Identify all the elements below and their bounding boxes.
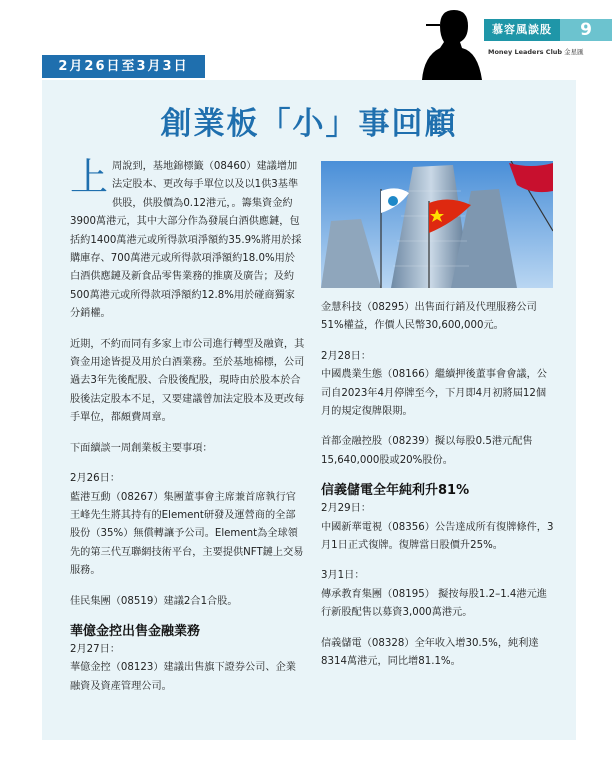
column-name-badge: 慕容風談股: [484, 19, 560, 41]
news-date: 2月28日：: [321, 350, 372, 362]
news-item: [321, 433, 555, 470]
intro-paragraph-3: 下面續談一周創業板主要事項：: [70, 442, 213, 454]
news-text: 中國新華電視（08356）公告達成所有復牌條件，3月1日正式復牌。復牌當日股價升25%。: [321, 521, 554, 552]
article-right-column: [321, 299, 555, 684]
news-text: 藍港互動（08267）集團董事會主席兼首席執行官王峰先生將其持有的Element研發及運營商的全部股份（35%）無償轉讓予公司。Element為全球領先的第三代互聯網技術平台，主要提供NFT鏈上交易服務。: [70, 491, 304, 577]
columnist-silhouette-image: [418, 4, 484, 80]
news-text: 中國農業生態（08166）繼續押後董事會會議，公司自2023年4月停牌至今，下月即4月初將屆12個月的規定復牌限期。: [321, 369, 547, 418]
article-left-column: [70, 155, 305, 708]
date-range-banner: 2月26日至3月3日: [42, 55, 205, 78]
news-text: 信義儲電（08328）全年收入增30.5%，純利達8314萬港元，同比增81.1%。: [321, 637, 539, 668]
drop-cap: 上: [70, 155, 109, 199]
intro-paragraph-2: 近期，不約而同有多家上市公司進行轉型及融資，其資金用途皆提及用於白酒業務。至於基地棉標，公司過去3年先後配股、合股後配股，現時由於股本於合股後法定股本不足，又要建議曾加法定股本及更改每手單位，都頗費周章。: [70, 338, 305, 424]
skyscraper-flags-photo: [321, 161, 553, 288]
news-text: 華億金控（08123）建議出售旗下證券公司、企業融資及資產管理公司。: [70, 662, 296, 692]
news-item: [321, 348, 555, 422]
news-item: [321, 635, 555, 672]
intro-paragraph-1: [70, 155, 305, 324]
news-text: 金慧科技（08295）出售面行銷及代理服務公司51%權益，作價人民幣30,600,000元。: [321, 302, 537, 332]
news-item: [321, 482, 555, 555]
news-text: 佳民集團（08519）建議2合1合股。: [70, 595, 238, 607]
page-number: 9: [560, 19, 612, 41]
news-date: 2月27日：: [70, 643, 121, 655]
news-item: [70, 623, 305, 696]
news-date: 2月29日：: [321, 503, 372, 515]
news-text: 首都金融控股（08239）擬以每股0.5港元配售15,640,000股或20%股份。: [321, 436, 533, 466]
club-name: [488, 47, 584, 56]
news-heading: 華億金控出售金融業務: [70, 623, 201, 639]
news-item: [70, 593, 305, 611]
article-title: 創業板「小」事回顧: [160, 106, 458, 142]
intro-paragraph-1-text: 周說到，基地錦標籤（08460）建議增加法定股本、更改每手單位以及以1供3基準供股，供股價為0.12港元，。籌集資金約3900萬港元，其中大部分作為發展白酒供應鏈，包括約1400萬港元或所得款項淨額約35.9%將用於採購庫存、700萬港元或所得款項淨額約18.0%用於白酒供應鏈及新食品零售業務的推廣及廣告；及約500萬港元或所得款項淨額約12.8%用於碰商獨家分銷權。: [70, 161, 302, 320]
news-heading: 信義儲電全年純利升81%: [321, 483, 470, 499]
club-name-en: Money Leaders Club: [488, 48, 563, 56]
news-item: [70, 470, 305, 580]
news-text: 傳承教育集團（08195） 擬按每股1.2–1.4港元進行新股配售以募資3,000萬港元。: [321, 588, 547, 619]
club-name-zh: 金星匯: [564, 48, 584, 56]
news-date: 2月26日：: [70, 473, 121, 485]
news-date: 3月1日：: [321, 570, 365, 582]
news-item: [321, 567, 555, 622]
news-item: [321, 299, 555, 336]
